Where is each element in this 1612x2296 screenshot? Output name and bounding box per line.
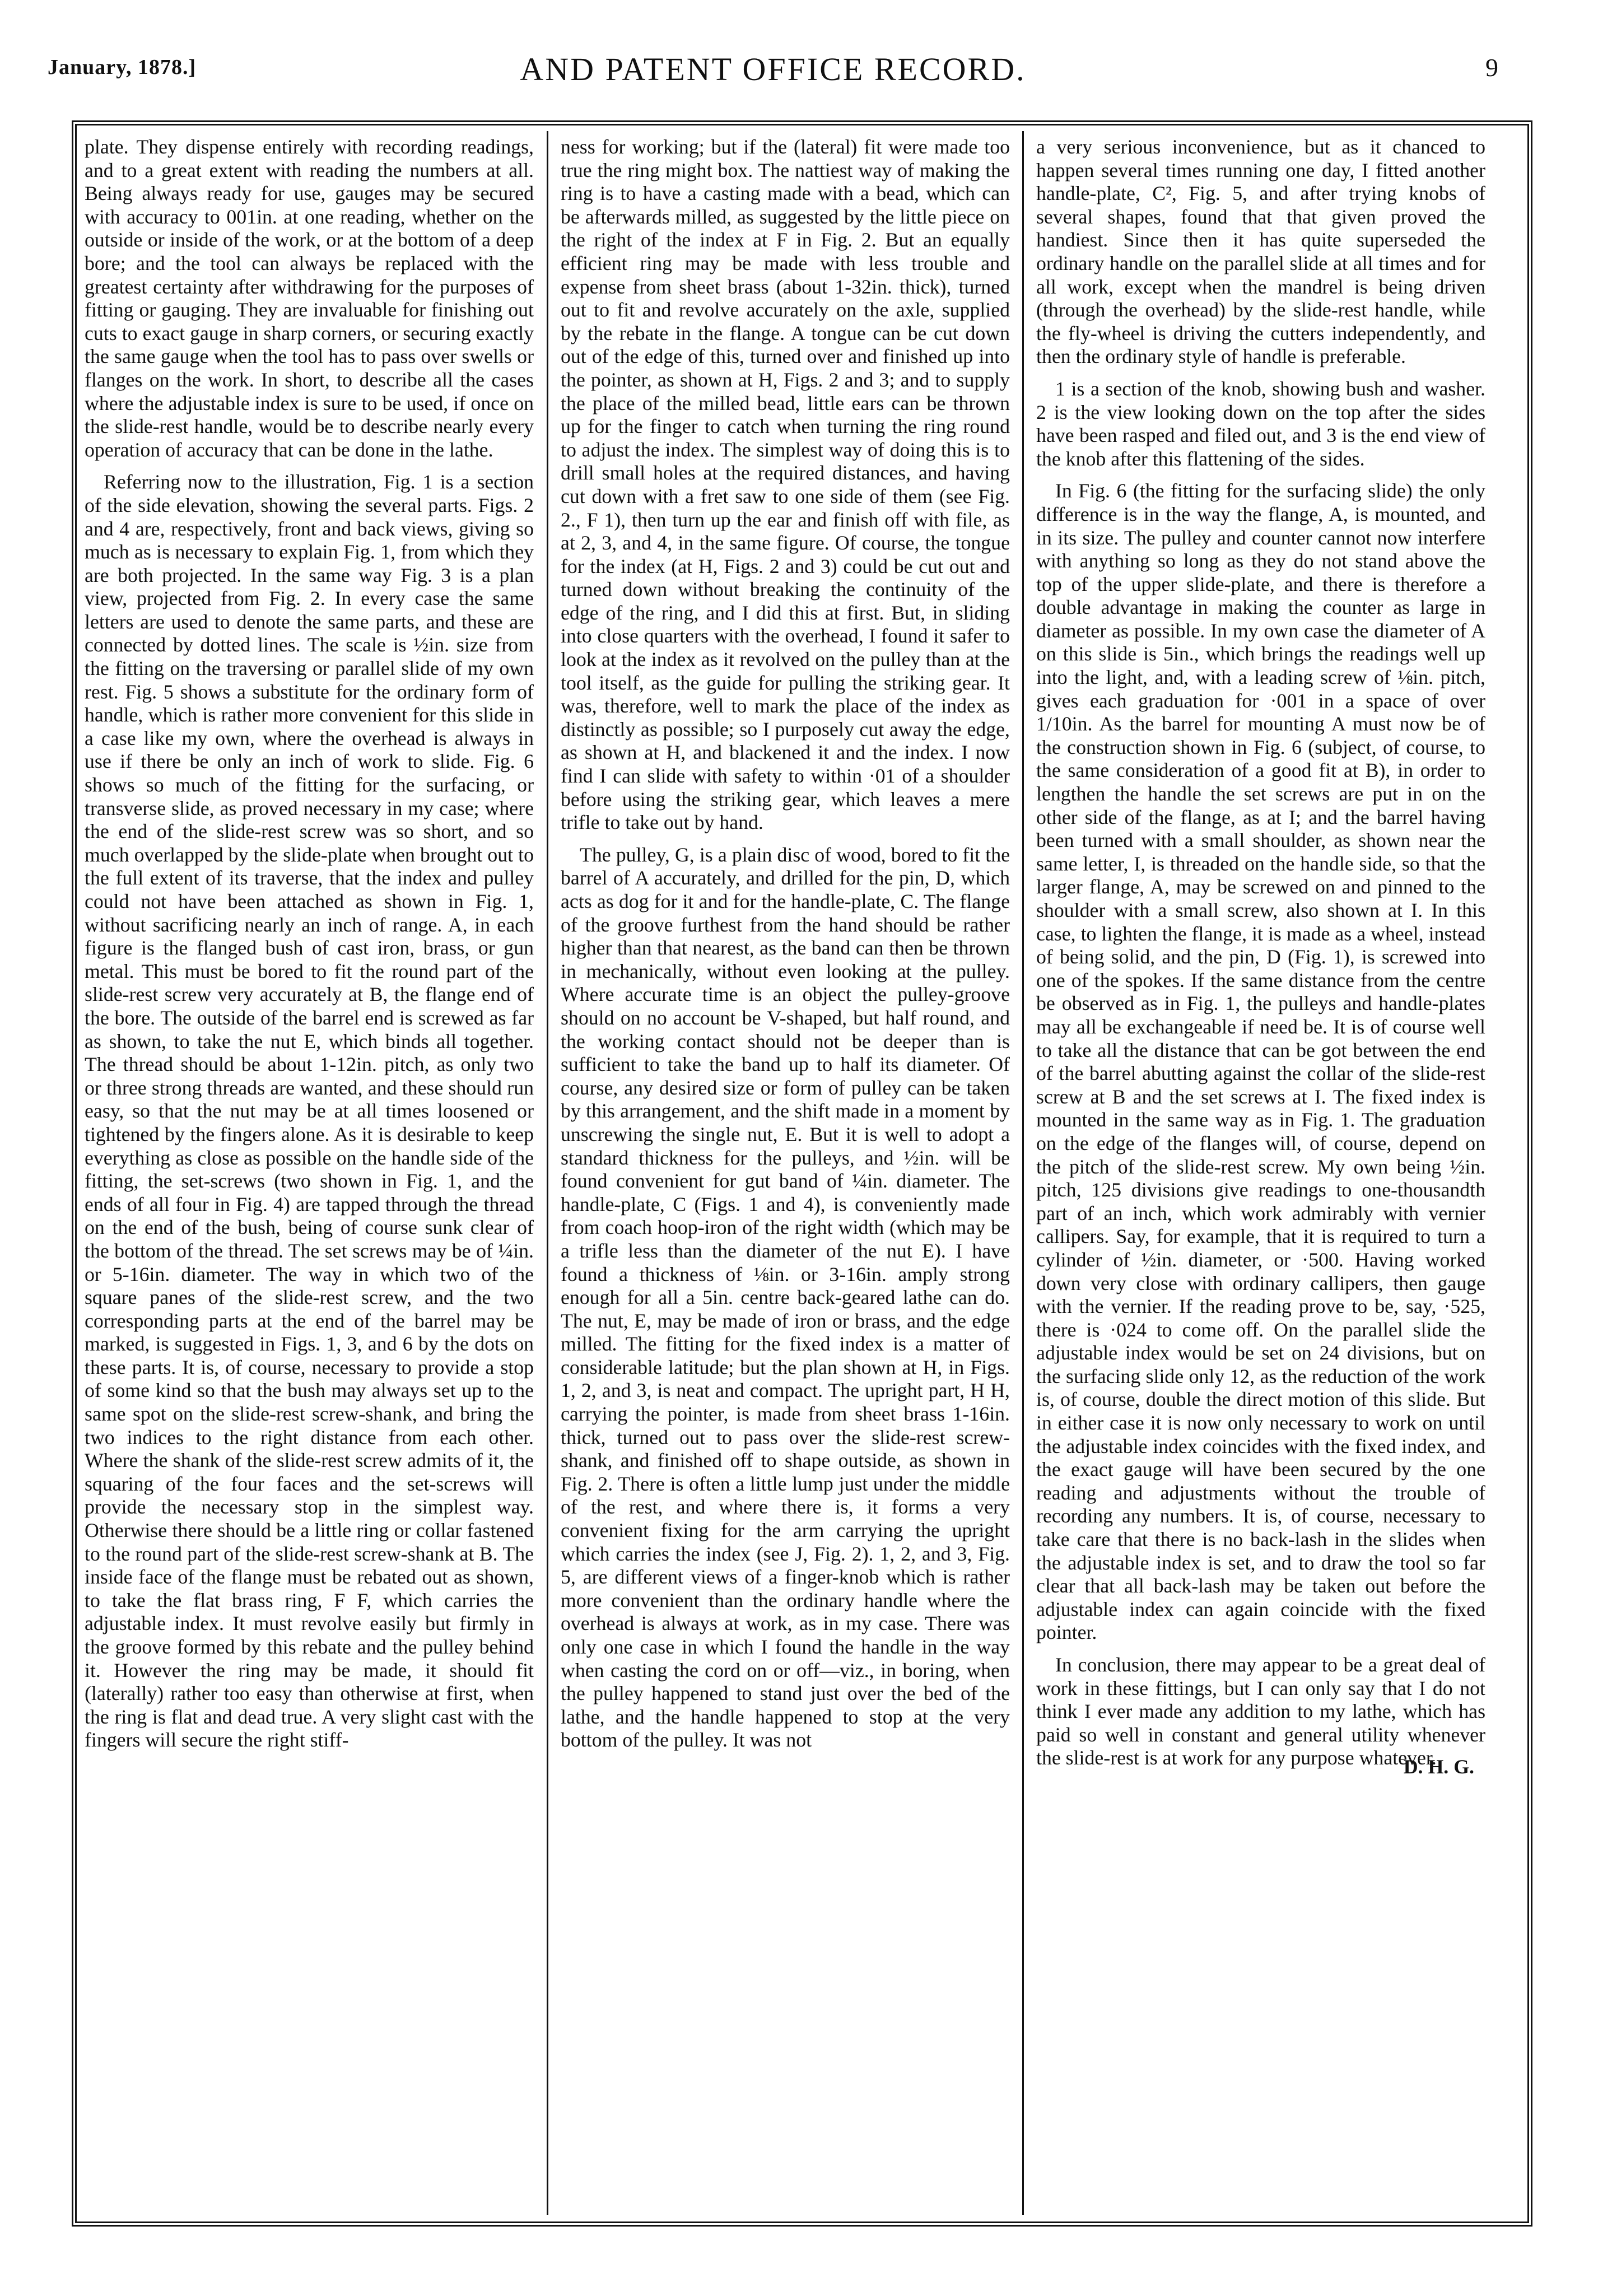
paragraph: 1 is a section of the knob, showing bush and washer. 2 is the view looking down on the top after the sides have been rasped and filed out, and 3 is the end view of the knob after this flattening of the sides. — [1036, 377, 1485, 470]
article-frame — [72, 120, 1532, 2227]
header-date: January, 1878.] — [48, 55, 197, 79]
column-divider — [547, 131, 548, 2215]
paragraph: plate. They dispense entirely with recording readings, and to a great extent with reading the numbers at all. Being always ready for use, gauges may be secured with accuracy to 001in. at one reading, whether on the outside or inside of the work, or at the bottom of a deep bore; and the tool can always be replaced with the greatest certainty after withdrawing for the purposes of fitting or gauging. They are invaluable for finishing out cuts to exact gauge in sharp corners, or securing exactly the same gauge when the tool has to pass over swells or flanges on the work. In short, to describe all the cases where the adjustable index is sure to be used, if once on the slide-rest handle, would be to describe nearly every operation of accuracy that can be done in the lathe. — [85, 136, 534, 461]
paragraph: ness for working; but if the (lateral) fit were made too true the ring might box. The nattiest way of making the ring is to have a casting made with a bead, which can be afterwards milled, as suggested by the little piece on the right of the index at F in Fig. 2. But an equally efficient ring may be made with less trouble and expense from sheet brass (about 1-32in. thick), turned out to fit and revolve accurately on the axle, supplied by the rebate in the flange. A tongue can be cut down out of the edge of this, turned over and finished up into the pointer, as shown at H, Figs. 2 and 3; and to supply the place of the milled bead, little ears can be thrown up for the finger to catch when turning the ring round to adjust the index. The simplest way of doing this is to drill small holes at the required distances, and having cut down with a fret saw to one side of them (see Fig. 2., F 1), then turn up the ear and finish off with file, as at 2, 3, and 4, in the same figure. Of course, the tongue for the index (at H, Figs. 2 and 3) could be cut out and turned down without breaking the continuity of the edge of the ring, and I did this at first. But, in sliding into close quarters with the overhead, I found it safer to look at the index as it revolved on the pulley than at the tool itself, as the guide for pulling the striking gear. It was, therefore, well to mark the place of the index as distinctly as possible; so I purposely cut away the edge, as shown at H, and blackened it and the index. I now find I can slide with safety to within ·01 of a shoulder before using the striking gear, which leaves a mere trifle to take out by hand. — [561, 136, 1010, 834]
paragraph: The pulley, G, is a plain disc of wood, bored to fit the barrel of A accurately, and drilled for the pin, D, which acts as dog for it and for the handle-plate, C. The flange of the groove furthest from the hand should be rather higher than that nearest, as the band can then be thrown in mechanically, without even looking at the pulley. Where accurate time is an object the pulley-groove should on no account be V-shaped, but half round, and the working contact should not be deeper than is sufficient to take the band up to half its diameter. Of course, any desired size or form of pulley can be taken by this arrangement, and the shift made in a moment by unscrewing the single nut, E. But it is well to adopt a standard thickness for the pulleys, and ½in. will be found convenient for gut band of ¼in. diameter. The handle-plate, C (Figs. 1 and 4), is conveniently made from coach hoop-iron of the right width (which may be a trifle less than the diameter of the nut E). I have found a thickness of ⅛in. or 3-16in. amply strong enough for all a 5in. centre back-geared lathe can do. The nut, E, may be made of iron or brass, and the edge milled. The fitting for the fixed index is a matter of considerable latitude; but the plan shown at H, in Figs. 1, 2, and 3, is neat and compact. The upright part, H H, carrying the pointer, is made from sheet brass 1-16in. thick, turned out to pass over the slide-rest screw-shank, and finished off to shape outside, as shown in Fig. 2. There is often a little lump just under the middle of the rest, and where there is, it forms a very convenient fixing for the arm carrying the upright which carries the index (see J, Fig. 2). 1, 2, and 3, Fig. 5, are different views of a finger-knob which is rather more convenient than the ordinary handle where the overhead is always at work, as in my case. There was only one case in which I found the handle in the way when casting the cord on or off—viz., in boring, when the pulley happened to stand just over the bed of the lathe, and the handle happened to stop at the very bottom of the pulley. It was not — [561, 843, 1010, 1752]
text-column-3 — [1036, 136, 1485, 2208]
paragraph: In conclusion, there may appear to be a great deal of work in these fittings, but I can only say that I do not think I ever made any addition to my lathe, which has paid so well in constant and general utility whenever the slide-rest is at work for any purpose whatever. — [1036, 1654, 1485, 1769]
publication-title: AND PATENT OFFICE RECORD. — [520, 51, 1026, 87]
text-column-2 — [561, 136, 1010, 2208]
paragraph: a very serious inconvenience, but as it chanced to happen several times running one day, I fitted another handle-plate, C², Fig. 5, and after trying knobs of several shapes, found that that given proved the handiest. Since then it has quite superseded the ordinary handle on the parallel slide at all times and for all work, except when the mandrel is being driven (through the overhead) by the slide-rest handle, while the fly-wheel is driving the cutters independently, and then the ordinary style of handle is preferable. — [1036, 136, 1485, 368]
column-divider — [1022, 131, 1024, 2215]
author-signature: D. H. G. — [1403, 1755, 1474, 1778]
paragraph: In Fig. 6 (the fitting for the surfacing slide) the only difference is in the way the flange, A, is mounted, and in its size. The pulley and counter cannot now interfere with anything so long as they do not stand above the top of the upper slide-plate, and there is therefore a double advantage in making the counter as large in diameter as possible. In my own case the diameter of A on this slide is 5in., which brings the readings well up into the light, and, with a leading screw of ⅛in. pitch, gives each graduation for ·001 in a space of over 1/10in. As the barrel for mounting A must now be of the construction shown in Fig. 6 (subject, of course, to the same consideration of a good fit at B), in order to lengthen the handle the set screws are put in on the other side of the flange, as at I; and the barrel having been turned with a small shoulder, as shown near the same letter, I, is threaded on the handle side, so that the larger flange, A, may be screwed on and pinned to the shoulder with a small screw, also shown at I. In this case, to lighten the flange, it is made as a wheel, instead of being solid, and the pin, D (Fig. 1), is screwed into one of the spokes. If the same distance from the centre be observed as in Fig. 1, the pulleys and handle-plates may all be exchangeable if need be. It is of course well to take all the distance that can be got between the end of the barrel abutting against the collar of the slide-rest screw at B and the set screws at I. The fixed index is mounted in the same way as in Fig. 1. The graduation on the edge of the flanges will, of course, depend on the pitch of the slide-rest screw. My own being ½in. pitch, 125 divisions give readings to one-thousandth part of an inch, which work admirably with vernier callipers. Say, for example, that it is required to turn a cylinder of ½in. diameter, or ·500. Having worked down very close with ordinary callipers, then gauge with the vernier. If the reading prove to be, say, ·525, there is ·024 to come off. On the parallel slide the adjustable index would be set on 24 divisions, but on the surfacing slide only 12, as the reduction of the work is, of course, double the direct motion of this slide. But in either case it is now only necessary to work on until the adjustable index coincides with the fixed index, and the exact gauge will have been secured by the one reading and adjustments without the trouble of recording any numbers. It is, of course, necessary to take care that there is no back-lash in the slides when the adjustable index is set, and to draw the tool so far clear that all back-lash may be taken out before the adjustable index can again coincide with the fixed pointer. — [1036, 479, 1485, 1644]
page-number: 9 — [1485, 53, 1498, 82]
paragraph: Referring now to the illustration, Fig. 1 is a section of the side elevation, showing the several parts. Figs. 2 and 4 are, respectively, front and back views, giving so much as is necessary to explain Fig. 1, from which they are both projected. In the same way Fig. 3 is a plan view, projected from Fig. 2. In every case the same letters are used to denote the same parts, and these are connected by dotted lines. The scale is ½in. size from the fitting on the traversing or parallel slide of my own rest. Fig. 5 shows a substitute for the ordinary form of handle, which is rather more convenient for this slide in a case like my own, where the overhead is always in use if there be only an inch of work to slide. Fig. 6 shows so much of the fitting for the surfacing, or transverse slide, as proved necessary in my case; where the end of the slide-rest screw was so short, and so much overlapped by the slide-plate when brought out to the full extent of its traverse, that the index and pulley could not have been attached as shown in Fig. 1, without sacrificing nearly an inch of range. A, in each figure is the flanged bush of cast iron, brass, or gun metal. This must be bored to fit the round part of the slide-rest screw very accurately at B, the flange end of the bore. The outside of the barrel end is screwed as far as shown, to take the nut E, which binds all together. The thread should be about 1-12in. pitch, as only two or three strong threads are wanted, and these should run easy, so that the nut may be at all times loosened or tightened by the fingers alone. As it is desirable to keep everything as close as possible on the handle side of the fitting, the set-screws (two shown in Fig. 1, and the ends of all four in Fig. 4) are tapped through the thread on the end of the bush, being of course sunk clear of the bottom of the thread. The set screws may be of ¼in. or 5-16in. diameter. The way in which two of the square panes of the slide-rest screw, and the two corresponding parts at the end of the barrel may be marked, is suggested in Figs. 1, 3, and 6 by the dots on these parts. It is, of course, necessary to provide a stop of some kind so that the bush may always set up to the same spot on the slide-rest screw-shank, and bring the two indices to the right distance from each other. Where the shank of the slide-rest screw admits of it, the squaring of the four faces and the set-screws will provide the necessary stop in the simplest way. Otherwise there should be a little ring or collar fastened to the round part of the slide-rest screw-shank at B. The inside face of the flange must be rebated out as shown, to take the flat brass ring, F F, which carries the adjustable index. It must revolve easily but firmly in the groove formed by this rebate and the pulley behind it. However the ring may be made, it should fit (laterally) rather too easy than otherwise at first, when the ring is flat and dead true. A very slight cast with the fingers will secure the right stiff- — [85, 471, 534, 1752]
page-header — [48, 51, 1498, 100]
text-column-1 — [85, 136, 534, 2208]
